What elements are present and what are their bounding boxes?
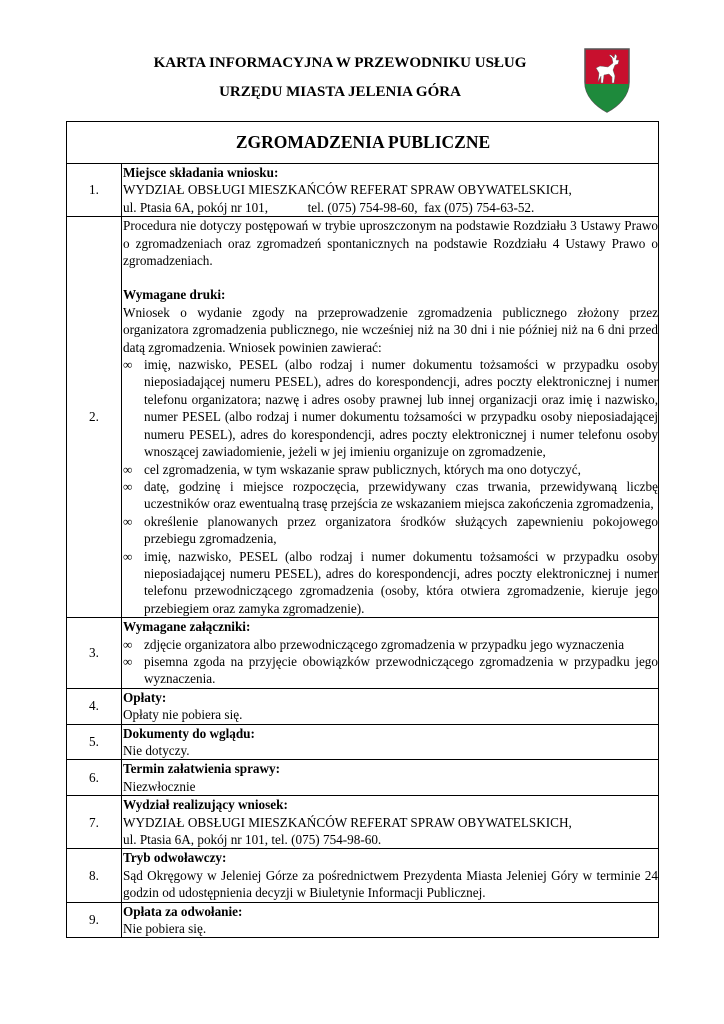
city-coat-of-arms-icon [582,46,632,114]
row-value: Sąd Okręgowy w Jeleniej Górze za pośrednictwem Prezydenta Miasta Jeleniej Góry w terminie 24 godzin od udostępnienia decyzji w Biuletynie Informacji Publicznej. [123,867,658,901]
row-number: 7. [67,796,122,849]
row-3 [67,618,659,689]
bullet-icon: ∞ [123,513,133,529]
row-label: Wydział realizujący wniosek: [123,797,288,813]
list-item: ∞ zdjęcie organizatora albo przewodniczącego zgromadzenia w przypadku jego wyznaczenia [123,636,625,652]
bullet-icon: ∞ [123,478,133,494]
row-6 [67,760,659,796]
application-description: Wniosek o wydanie zgody na przeprowadzenie zgromadzenia publicznego złożony przez organizatora zgromadzenia publicznego, nie wcześniej niż na 30 dni i nie później niż na 6 dni przed datą zgromadzenia. Wniosek powinien zawierać: [123,304,658,355]
row-label: Opłata za odwołanie: [123,903,243,919]
procedure-note: Procedura nie dotyczy postępowań w trybie uproszczonym na podstawie Rozdziału 3 Ustawy Prawo o zgromadzeniach oraz zgromadzeń spontanicznych na podstawie Rozdziału 4 Ustawy Prawo o zgromadzeniach. [123,218,658,269]
required-contents-list [123,356,658,617]
list-item: ∞ imię, nazwisko, PESEL (albo rodzaj i numer dokumentu tożsamości w przypadku osoby nieposiadającej numeru PESEL), adres do korespondencji, adres poczty elektronicznej i numer telefonu organizatora; nazwę i adres osoby prawnej lub innej organizacji oraz imię i nazwisko, numer PESEL (albo rodzaj i numer dokumentu tożsamości w przypadku osoby nieposiadającej numeru PESEL), adres do korespondencji, adres poczty elektronicznej i numer telefonu osoby wnoszącej zawiadomienie, jeżeli w jej imieniu organizuje on zgromadzenie, [123,357,658,460]
row-number: 8. [67,849,122,902]
row-value: Niezwłocznie [123,778,196,794]
information-table [66,121,659,938]
row-number: 2. [67,217,122,618]
header-line-2: URZĘDU MIASTA JELENIA GÓRA [219,84,461,100]
row-8 [67,849,659,902]
row-2 [67,217,659,618]
header-line-1: KARTA INFORMACYJNA W PRZEWODNIKU USŁUG [153,55,527,71]
row-label: Dokumenty do wglądu: [123,725,255,741]
row-label: Wymagane załączniki: [123,619,251,635]
row-number: 1. [67,164,122,217]
bullet-icon: ∞ [123,548,133,564]
row-number: 3. [67,618,122,689]
row-label: Opłaty: [123,689,167,705]
list-item: ∞ imię, nazwisko, PESEL (albo rodzaj i numer dokumentu tożsamości w przypadku osoby nieposiadającej numeru PESEL), adres do korespondencji, adres poczty elektronicznej i numer telefonu przewodniczącego zgromadzenia (osoby, która otwiera zgromadzenie, kieruje jego przebiegiem oraz zamyka zgromadzenie). [123,548,658,616]
row-4 [67,688,659,724]
row-number: 4. [67,688,122,724]
attachments-list [123,636,658,688]
document-header [0,0,724,120]
row-9 [67,902,659,938]
office-address: ul. Ptasia 6A, pokój nr 101, tel. (075) 754-98-60, fax (075) 754-63-52. [123,199,535,215]
row-number: 6. [67,760,122,796]
row-7 [67,796,659,849]
list-item: ∞ pisemna zgoda na przyjęcie obowiązków przewodniczącego zgromadzenia w przypadku jego wyznaczenia. [123,653,658,687]
bullet-icon: ∞ [123,653,133,669]
list-item: ∞ określenie planowanych przez organizatora środków służących zapewnieniu pokojowego przebiegu zgromadzenia, [123,513,658,547]
row-label: Tryb odwoławczy: [123,850,227,866]
list-item: ∞ cel zgromadzenia, w tym wskazanie spraw publicznych, których ma ono dotyczyć, [123,461,581,477]
crest-shield-green [585,84,629,112]
card-title: ZGROMADZENIA PUBLICZNE [67,122,659,164]
row-5 [67,724,659,760]
row-label: Wymagane druki: [123,287,226,303]
row-value: Opłaty nie pobiera się. [123,707,243,723]
bullet-icon: ∞ [123,357,133,373]
list-item: ∞ datę, godzinę i miejsce rozpoczęcia, przewidywany czas trwania, przewidywaną liczbę uczestników oraz ewentualną trasę przejścia ze wskazaniem miejsca zakończenia zgromadzenia, [123,478,658,512]
bullet-icon: ∞ [123,636,133,652]
row-number: 9. [67,902,122,938]
office-name: WYDZIAŁ OBSŁUGI MIESZKAŃCÓW REFERAT SPRAW OBYWATELSKICH, [123,814,572,830]
row-number: 5. [67,724,122,760]
row-label: Termin załatwienia sprawy: [123,761,281,777]
row-1 [67,164,659,217]
row-label: Miejsce składania wniosku: [123,165,279,180]
office-address: ul. Ptasia 6A, pokój nr 101, tel. (075) 754-98-60. [123,832,382,848]
row-value: Nie dotyczy. [123,743,190,758]
office-name: WYDZIAŁ OBSŁUGI MIESZKAŃCÓW REFERAT SPRAW OBYWATELSKICH, [123,182,572,198]
row-value: Nie pobiera się. [123,921,207,937]
bullet-icon: ∞ [123,461,133,477]
